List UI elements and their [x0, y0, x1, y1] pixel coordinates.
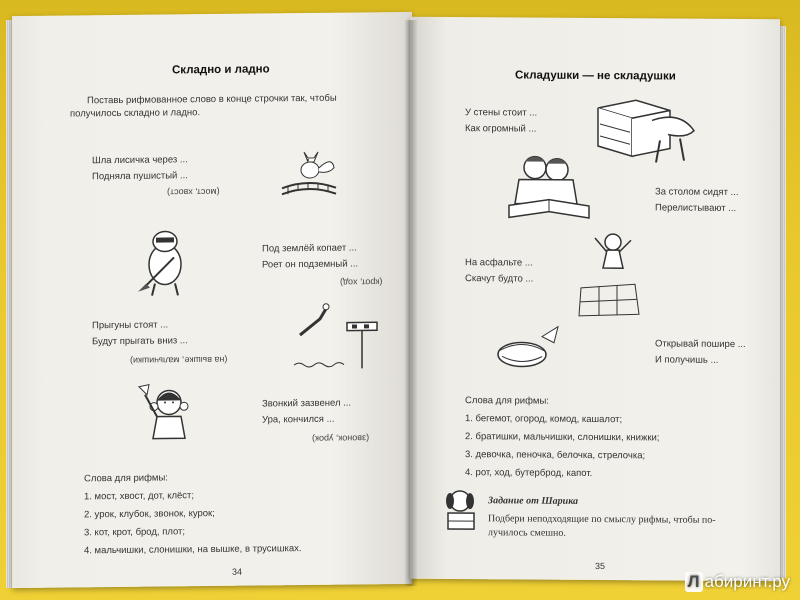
verse-2-hint: (крот, ход)	[340, 277, 383, 288]
sharik-dog-icon	[440, 487, 482, 533]
right-page-number: 35	[595, 561, 606, 572]
right-words-2: 2. братишки, мальчишки, слонишки, книжки;	[465, 431, 660, 444]
left-page-number: 34	[232, 566, 243, 577]
verse-3-hint: (на вышке, мальчишки)	[130, 354, 228, 366]
left-instruction-line-2: получилось складно и ладно.	[70, 107, 201, 120]
left-words-1: 1. мост, хвост, дот, клёст;	[84, 490, 195, 503]
diving-tower-illustration	[292, 300, 387, 376]
right-words-title: Слова для рифмы:	[465, 395, 549, 407]
task-line-1: Подбери неподходящие по смыслу рифмы, чтобы по-	[488, 513, 716, 526]
right-words-4: 4. рот, ход, бутерброд, капот.	[465, 467, 593, 479]
left-page-title: Складно и ладно	[172, 63, 270, 77]
right-page-title: Складушки — не складушки	[515, 69, 676, 83]
verse-3-line-2: Будут прыгать вниз ...	[92, 335, 188, 348]
fox-on-bridge-illustration	[274, 138, 344, 209]
labirint-watermark	[685, 572, 790, 592]
verse-2-line-1: Под землёй копает ...	[262, 242, 357, 255]
right-verse-3-line-2: Скачут будто ...	[465, 273, 534, 285]
mole-illustration	[130, 219, 200, 300]
right-verse-1-line-2: Как огромный ...	[465, 123, 537, 135]
hopscotch-girl-illustration	[575, 228, 645, 318]
hippo-dresser-illustration	[590, 90, 700, 171]
verse-1-hint: (мост, хвост)	[167, 186, 220, 198]
right-words-1: 1. бегемот, огород, комод, кашалот;	[465, 413, 623, 426]
verse-4-hint: (звонок, урок)	[312, 433, 370, 444]
left-words-4: 4. мальчишки, слонишки, на вышке, в трусишках.	[84, 543, 302, 557]
kids-reading-illustration	[505, 147, 595, 228]
right-words-3: 3. девочка, пеночка, белочка, стрелочка;	[465, 449, 646, 462]
left-words-2: 2. урок, клубок, звонок, курок;	[84, 507, 215, 521]
right-verse-4-line-2: И получишь ...	[655, 354, 719, 366]
book-spine-shadow	[404, 20, 418, 586]
right-verse-2-line-2: Перелистывают ...	[655, 202, 737, 214]
verse-1-line-2: Подняла пушистый ...	[92, 170, 188, 183]
verse-2-line-2: Роет он подземный ...	[262, 258, 359, 271]
task-title: Задание от Шарика	[488, 495, 579, 507]
left-words-title: Слова для рифмы:	[84, 472, 168, 485]
right-verse-1-line-1: У стены стоит ...	[465, 107, 538, 119]
verse-1-line-1: Шла лисичка через ...	[92, 154, 188, 167]
verse-4-line-2: Ура, кончился ...	[262, 413, 335, 426]
left-words-3: 3. кот, крот, брод, плот;	[84, 526, 186, 539]
labirint-logo-icon: Л	[685, 572, 703, 592]
task-line-2: лучилось смешно.	[488, 527, 566, 539]
sandwich-illustration	[492, 322, 567, 378]
right-page	[410, 17, 780, 582]
girl-with-bell-illustration	[137, 376, 197, 447]
verse-4-line-1: Звонкий зазвенел ...	[262, 397, 352, 410]
left-instruction-line-1: Поставь рифмованное слово в конце строчки так, чтобы	[87, 92, 337, 107]
right-verse-4-line-1: Открывай пошире ...	[655, 338, 746, 351]
left-page	[12, 12, 412, 588]
right-verse-3-line-1: На асфальте ...	[465, 257, 533, 269]
watermark-text: абиринт.ру	[704, 572, 790, 591]
verse-3-line-1: Прыгуны стоят ...	[92, 319, 169, 332]
right-verse-2-line-1: За столом сидят ...	[655, 186, 739, 199]
